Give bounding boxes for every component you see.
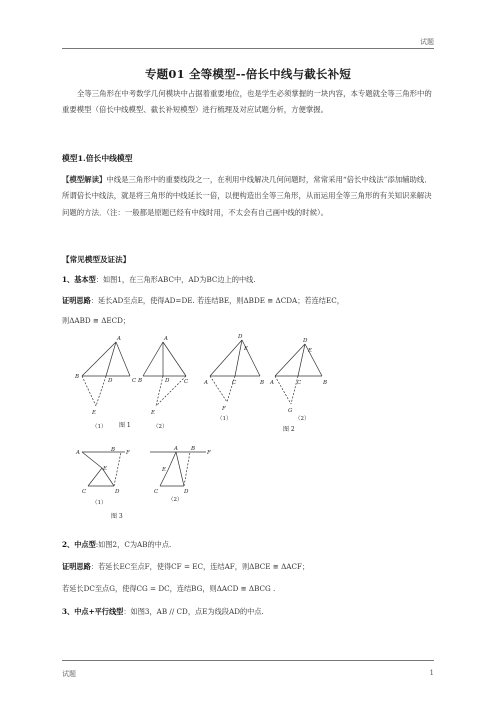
fig1a-label-b: B	[75, 374, 80, 380]
fig3b-subcaption: （2）	[168, 497, 183, 503]
fig3b-label-b: B	[191, 446, 196, 452]
fig1a-subcaption: （1）	[92, 424, 107, 430]
fig2a-label-b: B	[260, 380, 265, 386]
fig3b-label-c: C	[154, 489, 159, 495]
fig1a-label-e: E	[92, 410, 97, 416]
fig2b-label-a: A	[270, 380, 274, 386]
fig2a-label-f: F	[222, 406, 226, 412]
fig2b-label-e: E	[308, 348, 313, 354]
fig2b-subcaption: （2）	[295, 416, 310, 422]
item3-text: ：如图3，AB // CD，点E为线段AD的中点.	[123, 607, 264, 616]
fig2a-label-d: D	[238, 334, 243, 340]
figure-3	[76, 446, 220, 525]
fig3a-subcaption: （1）	[92, 500, 107, 506]
fig3b-label-e: E	[162, 467, 167, 473]
fig3a-label-d: D	[115, 489, 120, 495]
model-explain-tag: 【模型解读】	[62, 175, 107, 184]
fig1b-label-b: B	[138, 378, 143, 384]
fig3a-label-e: E	[103, 466, 108, 472]
item3-head: 3、中点+平行线型	[62, 607, 124, 616]
item1-proof-head: 证明思路	[62, 296, 91, 305]
item2-proof-cont: 若延长DC至点G，使得CG = DC，连结BG，则ΔACD ≅ ΔBCG .	[62, 584, 276, 593]
fig1a-label-d: D	[108, 378, 113, 384]
fig3b-label-d: D	[184, 489, 189, 495]
fig2b-label-c: C	[297, 380, 302, 386]
figure-2	[205, 334, 330, 428]
item2-proof-head: 证明思路	[62, 562, 91, 571]
fig1b-label-e: E	[151, 410, 156, 416]
page-title: 专题01 全等模型--倍长中线与截长补短	[144, 67, 352, 81]
fig3b-label-f: F	[207, 450, 211, 456]
fig1a-label-a: A	[117, 336, 121, 342]
fig2a-label-a: A	[204, 380, 208, 386]
fig2b-label-d: D	[303, 338, 308, 344]
fig2a-label-c: C	[232, 380, 237, 386]
fig1b-label-d: D	[165, 378, 170, 384]
fig3b-label-a: A	[174, 446, 178, 452]
item2-proof-line	[62, 562, 442, 572]
item2-proof-text: ：若延长EC至点F，使得CF = EC，连结AF，则ΔBCE ≅ ΔACF；	[90, 562, 310, 571]
fig3a-label-c: C	[82, 489, 87, 495]
model-explain-paragraph	[62, 172, 434, 221]
footer-label: 试题	[62, 670, 76, 678]
figure-1-caption: 图 1	[119, 422, 131, 429]
section-title: 模型1.倍长中线模型	[62, 154, 133, 163]
fig1b-subcaption: （2）	[153, 424, 168, 430]
item2-line	[62, 540, 442, 550]
item2-text: :如图2，C为AB的中点.	[95, 540, 172, 549]
footer-divider	[62, 660, 434, 661]
figure-1	[75, 336, 203, 440]
item1-text: ：如图1，在三角形ABC中，AD为BC边上的中线.	[95, 275, 256, 284]
item1-line	[62, 275, 442, 285]
page-number: 1	[429, 669, 434, 677]
fig3a-label-f: F	[126, 450, 130, 456]
intro-paragraph: 全等三角形在中考数学几何模块中占据着重要地位，也是学生必须掌握的一块内容，本专题就全等三角形中的重要模型（倍长中线模型、截长补短模型）进行梳理及对应试题分析，方便掌握。	[62, 89, 432, 115]
fig1b-label-a: A	[164, 336, 168, 342]
item1-head: 1、基本型	[62, 275, 96, 284]
fig1b-label-c: C	[184, 379, 189, 385]
header-divider	[62, 48, 434, 49]
common-models-heading: 【常见模型及证法】	[62, 255, 131, 264]
fig2b-label-b: B	[323, 380, 328, 386]
model-explain-text: 中线是三角形中的重要线段之一，在利用中线解决几何问题时，常常采用“倍长中线法”添加辅助线．所谓倍长中线法，就是将三角形的中线延长一倍，以便构造出全等三角形，从而运用全等三角形的有关知识来解决问题的方法．（注：一般都是原题已经有中线时用，不太会有自己画中线的时候）。	[62, 175, 432, 217]
item1-proof-text: ：延长AD至点E，使得AD=DE. 若连结BE，则ΔBDE ≅ ΔCDA；若连结EC，	[90, 296, 344, 305]
figure-3-caption: 图 3	[111, 513, 123, 520]
item1-proof-cont: 则ΔABD ≅ ΔECD；	[62, 316, 131, 325]
fig2a-label-e: E	[244, 346, 249, 352]
fig2b-label-g: G	[288, 408, 293, 414]
item2-head: 2、中点型	[62, 540, 96, 549]
fig1a-label-c: C	[132, 378, 137, 384]
item1-proof-line	[62, 296, 442, 306]
fig3a-label-a: A	[76, 450, 80, 456]
fig2a-subcaption: （1）	[217, 416, 232, 422]
item3-line	[62, 607, 442, 617]
fig3a-label-b: B	[111, 447, 116, 453]
figure-2-caption: 图 2	[283, 426, 295, 433]
header-label: 试题	[420, 38, 434, 46]
